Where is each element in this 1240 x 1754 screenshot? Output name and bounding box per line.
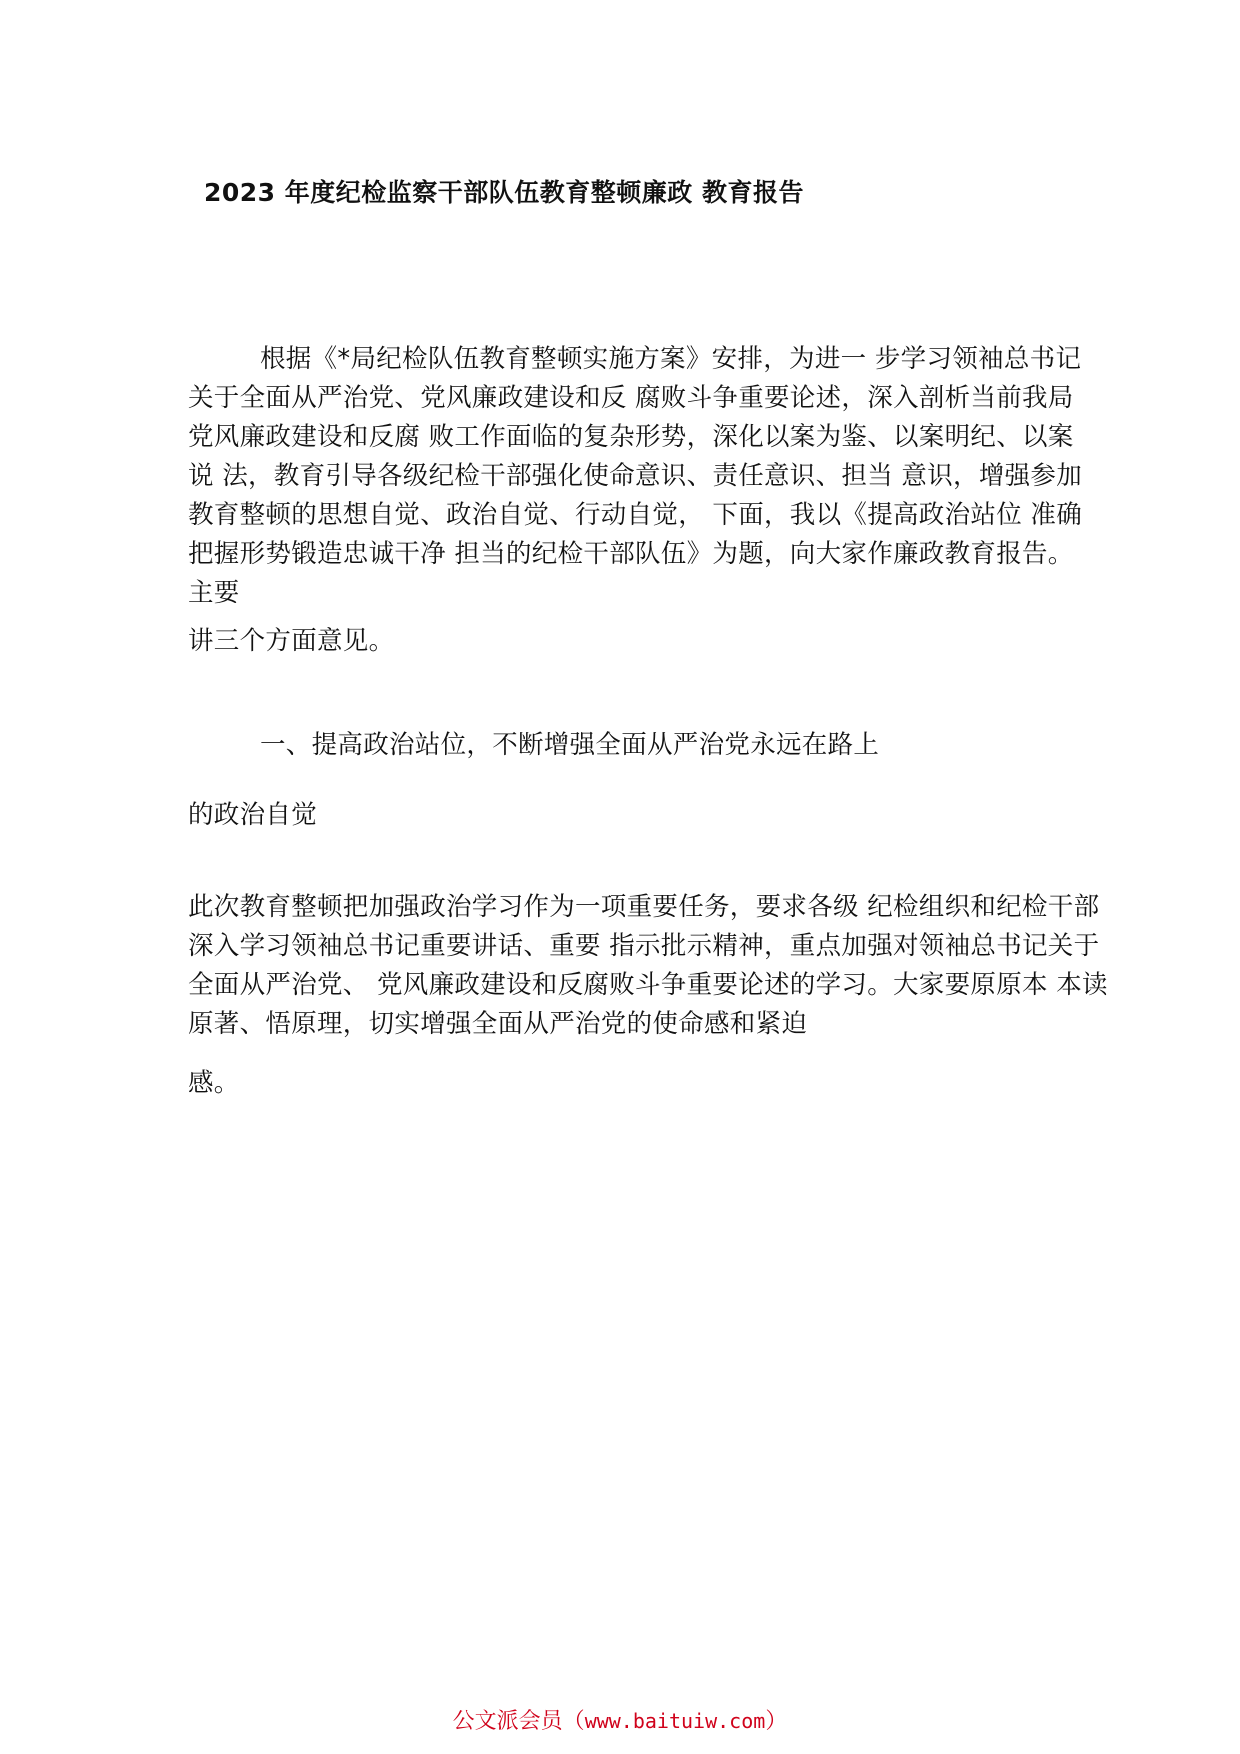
section-line: 原著、悟原理，切实增强全面从严治党的使命感和紧迫 xyxy=(188,1009,808,1039)
intro-line: 根据《*局纪检队伍教育整顿实施方案》安排，为进一 步学习领袖总书记 xyxy=(260,344,1082,374)
footer-paren-close: ） xyxy=(765,1709,788,1734)
footer-paren-open: （ xyxy=(562,1709,585,1734)
intro-tail xyxy=(188,622,1088,661)
intro-line: 关于全面从严治党、党风廉政建设和反 腐败斗争重要论述，深入剖析当前我局 xyxy=(188,383,1074,413)
footer-watermark xyxy=(0,1704,1240,1735)
section-tail-line: 感。 xyxy=(188,1068,240,1098)
intro-paragraph xyxy=(188,340,1088,613)
section-heading xyxy=(188,726,1088,765)
section-heading-tail-line: 的政治自觉 xyxy=(188,800,318,830)
section-heading-line: 一、提高政治站位，不断增强全面从严治党永远在路上 xyxy=(260,730,880,760)
section-heading-tail xyxy=(188,796,1088,835)
intro-line: 说 法，教育引导各级纪检干部强化使命意识、责任意识、担当 意识，增强参加 xyxy=(188,461,1083,491)
section-tail xyxy=(188,1064,1088,1103)
intro-line: 教育整顿的思想自觉、政治自觉、行动自觉， 下面，我以《提高政治站位 准确 xyxy=(188,500,1083,530)
footer-url-link[interactable]: www.baituiw.com xyxy=(584,1709,766,1733)
intro-line: 党风廉政建设和反腐 败工作面临的复杂形势，深化以案为鉴、以案明纪、以案 xyxy=(188,422,1074,452)
section-line: 全面从严治党、 党风廉政建设和反腐败斗争重要论述的学习。大家要原原本 本读 xyxy=(188,970,1108,1000)
document-title: 2023 年度纪检监察干部队伍教育整顿廉政 教育报告 xyxy=(204,178,804,207)
intro-tail-line: 讲三个方面意见。 xyxy=(188,626,395,656)
footer-brand: 公文派会员 xyxy=(452,1709,563,1734)
intro-line: 把握形势锻造忠诚干净 担当的纪检干部队伍》为题，向大家作廉政教育报告。 xyxy=(188,539,1074,569)
section-paragraph xyxy=(188,888,1108,1044)
section-line: 此次教育整顿把加强政治学习作为一项重要任务，要求各级 纪检组织和纪检干部 xyxy=(188,892,1100,922)
intro-line: 主要 xyxy=(188,578,240,608)
section-line: 深入学习领袖总书记重要讲话、重要 指示批示精神，重点加强对领袖总书记关于 xyxy=(188,931,1100,961)
